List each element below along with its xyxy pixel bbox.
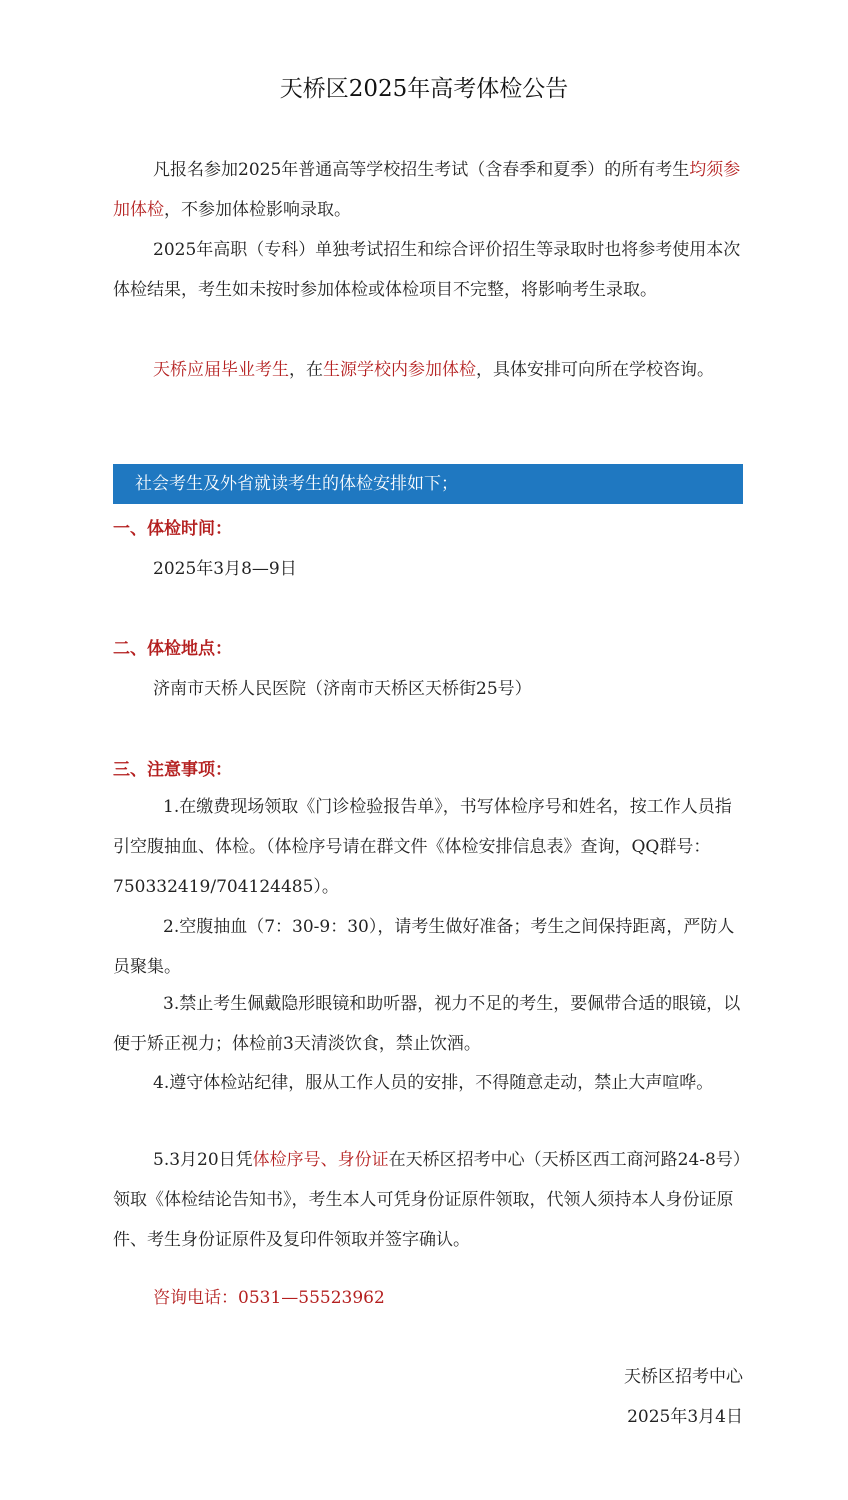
section-2-heading: 二、体检地点： bbox=[113, 639, 232, 659]
signature-date: 2025年3月4日 bbox=[627, 1407, 743, 1427]
intro-paragraph-1: 凡报名参加2025年普通高等学校招生考试（含春季和夏季）的所有考生均须参加体检，不参加体检影响录取。 bbox=[113, 160, 741, 220]
notice-item-5: 5.3月20日凭体检序号、身份证在天桥区招考中心（天桥区西工商河路24-8号）领取《体检结论告知书》，考生本人可凭身份证原件领取，代领人须持本人身份证原件、考生身份证原件及复印件领取并签字确认。 bbox=[113, 1150, 742, 1250]
notice-item-4: 4.遵守体检站纪律，服从工作人员的安排，不得随意走动，禁止大声喧哗。 bbox=[153, 1073, 714, 1093]
page-title: 天桥区2025年高考体检公告 bbox=[279, 76, 569, 102]
exam-location: 济南市天桥人民医院（济南市天桥区天桥街25号） bbox=[153, 679, 532, 699]
intro-paragraph-3: 天桥应届毕业考生，在生源学校内参加体检，具体安排可向所在学校咨询。 bbox=[153, 360, 714, 380]
intro-paragraph-2: 2025年高职（专科）单独考试招生和综合评价招生等录取时也将参考使用本次体检结果，考生如未按时参加体检或体检项目不完整，将影响考生录取。 bbox=[113, 240, 741, 300]
graduates-highlight: 天桥应届毕业考生 bbox=[153, 360, 289, 380]
required-documents-highlight: 体检序号、身份证 bbox=[252, 1150, 389, 1170]
must-attend-highlight: 均须参加体检 bbox=[113, 160, 741, 220]
section-banner: 社会考生及外省就读考生的体检安排如下； bbox=[113, 464, 743, 504]
contact-phone: 咨询电话：0531—55523962 bbox=[153, 1288, 385, 1308]
notice-item-1: 1.在缴费现场领取《门诊检验报告单》，书写体检序号和姓名，按工作人员指引空腹抽血、体检。（体检序号请在群文件《体检安排信息表》查询，QQ群号：750332419/704124485）。 bbox=[113, 797, 732, 897]
school-exam-highlight: 生源学校内参加体检 bbox=[323, 360, 476, 380]
exam-time: 2025年3月8—9日 bbox=[153, 559, 297, 579]
notice-item-3: 3.禁止考生佩戴隐形眼镜和助听器，视力不足的考生，要佩带合适的眼镜，以便于矫正视力；体检前3天清淡饮食，禁止饮酒。 bbox=[113, 994, 741, 1054]
section-1-heading: 一、体检时间： bbox=[113, 519, 232, 539]
section-3-heading: 三、注意事项： bbox=[113, 760, 232, 780]
signature-org: 天桥区招考中心 bbox=[624, 1367, 743, 1387]
notice-item-2: 2.空腹抽血（7：30-9：30），请考生做好准备；考生之间保持距离，严防人员聚集。 bbox=[113, 917, 735, 977]
